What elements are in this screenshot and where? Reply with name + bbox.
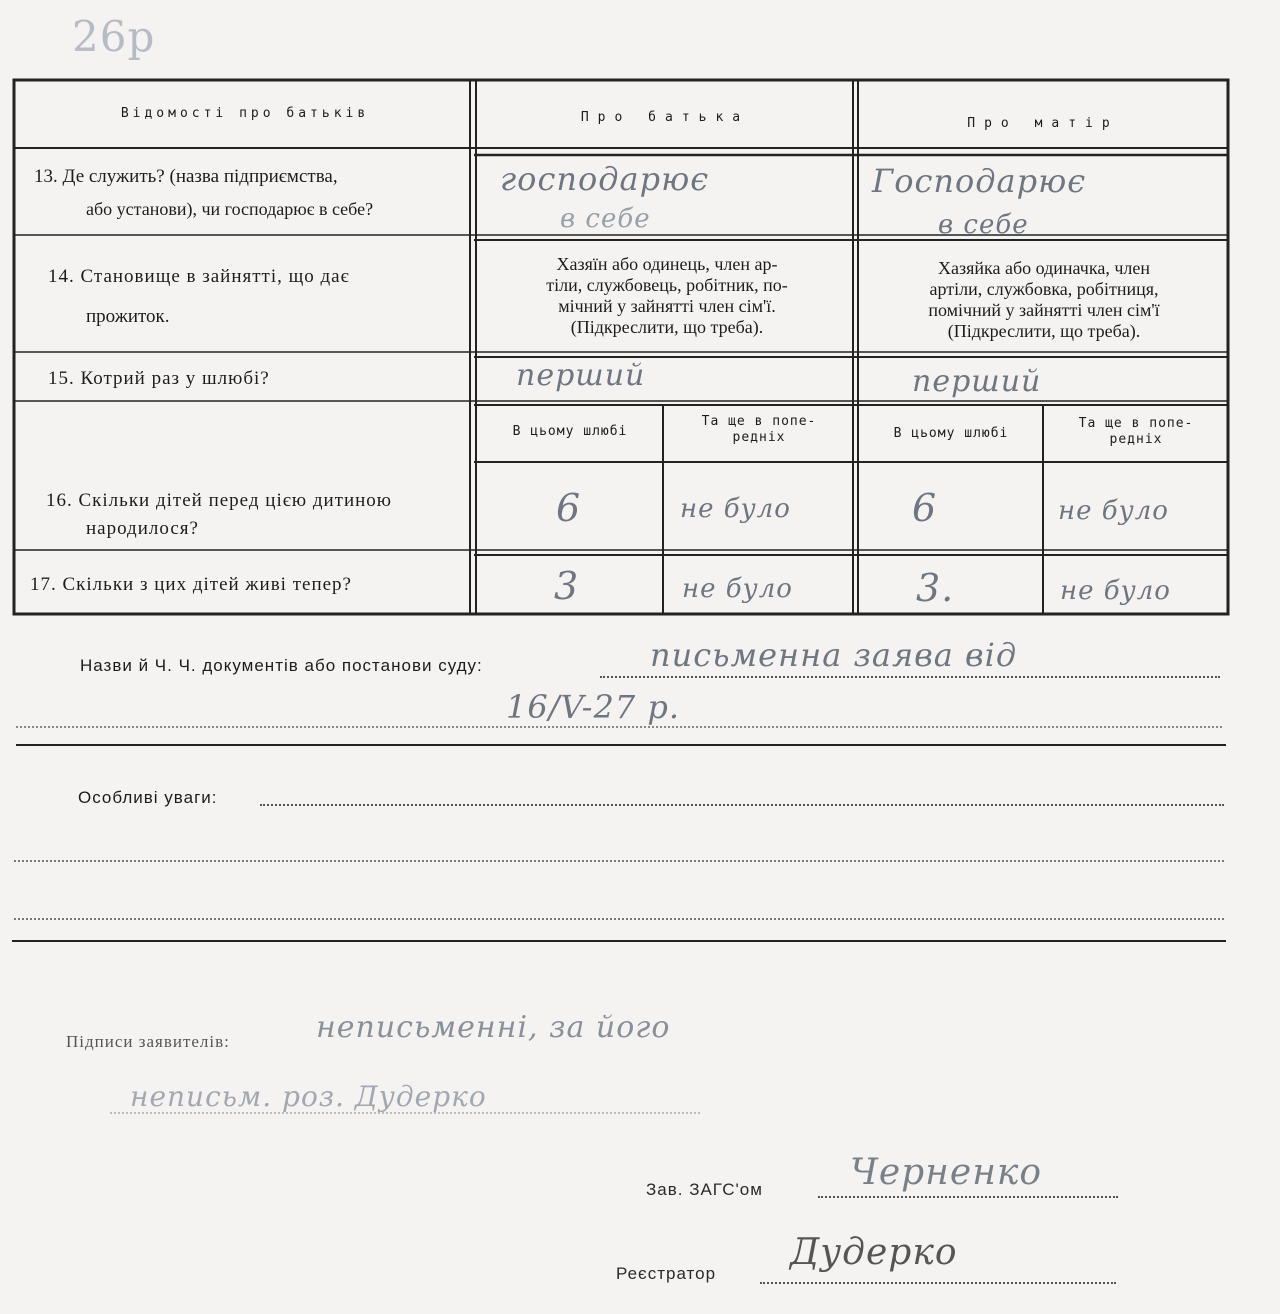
row14-father-options bbox=[486, 254, 848, 338]
applicants-label: Підписи заявителів: bbox=[66, 1032, 230, 1051]
corner-note: 26р bbox=[72, 12, 156, 61]
header-col-father: Про батька bbox=[580, 110, 750, 125]
row16-label-line2: народилося? bbox=[86, 518, 199, 539]
header-col-mother: Про матір bbox=[967, 116, 1119, 131]
remarks-rule bbox=[12, 940, 1226, 942]
applicants-hw-line2: неписьм. роз. Дудерко bbox=[130, 1080, 487, 1113]
row16-father-prev: не було bbox=[680, 494, 791, 524]
remarks-dotline-3 bbox=[14, 918, 1224, 920]
documents-dotline-2 bbox=[16, 726, 1222, 728]
row14-father-text2: тіли, службовець, робітник, по- bbox=[546, 275, 788, 295]
row17-father-prev: не було bbox=[682, 574, 793, 604]
row13-father-hw1: господарює bbox=[500, 160, 710, 198]
header-col-info: Відомості про батьків bbox=[120, 106, 370, 121]
sub-father-prev-1: Та ще в попе- bbox=[701, 414, 817, 429]
row16-mother-this: 6 bbox=[912, 486, 938, 530]
sub-father-this: В цьому шлюбі bbox=[512, 424, 628, 439]
row14-father-text3: мічний у зайнятті член сім'ї. bbox=[558, 296, 776, 316]
registrar-label: Реєстратор bbox=[616, 1264, 717, 1283]
row14-mother-text4: (Підкреслити, що треба). bbox=[947, 321, 1141, 341]
row13-mother-hw1: Господарює bbox=[872, 162, 1087, 200]
sub-father-prev bbox=[666, 414, 852, 446]
applicants-hw-line1: неписьменні, за його bbox=[316, 1010, 671, 1045]
documents-label: Назви й Ч. Ч. документів або постанови суду: bbox=[80, 656, 483, 675]
remarks-label: Особливі уваги: bbox=[78, 788, 218, 807]
registrar-dotline bbox=[760, 1282, 1116, 1284]
documents-hw-line2: 16/V-27 р. bbox=[506, 688, 681, 726]
remarks-dotline-2 bbox=[14, 860, 1224, 862]
sub-mother-prev bbox=[1046, 416, 1226, 448]
head-signature: Черненко bbox=[850, 1152, 1043, 1193]
sub-father-prev-2: редніх bbox=[732, 430, 786, 445]
sub-mother-prev-1: Та ще в попе- bbox=[1078, 416, 1194, 431]
applicants-dotline bbox=[110, 1112, 700, 1114]
row17-mother-this: 3. bbox=[916, 566, 955, 610]
row14-father-text4: (Підкреслити, що треба). bbox=[570, 317, 764, 337]
row14-father-text1: Хазяїн або одинець, член ар- bbox=[556, 254, 778, 274]
row15-father-hw: перший bbox=[516, 358, 646, 393]
documents-hw-line1: письменна заява від bbox=[650, 636, 1018, 674]
head-label: Зав. ЗАГС'ом bbox=[646, 1180, 763, 1199]
row14-mother-text1: Хазяйка або одиначка, член bbox=[938, 258, 1150, 278]
row16-label-line1: 16. Скільки дітей перед цією дитиною bbox=[46, 490, 392, 511]
row16-mother-prev: не було bbox=[1058, 496, 1169, 526]
row15-label: 15. Котрий раз у шлюбі? bbox=[48, 368, 270, 389]
row13-label-line1: 13. Де служить? (назва підприємства, bbox=[34, 166, 338, 187]
row13-label-line2: або установи), чи господарює в себе? bbox=[86, 199, 374, 219]
row15-mother-hw: перший bbox=[912, 364, 1042, 399]
row13-father-hw2: в себе bbox=[560, 204, 651, 234]
row14-label-line2: прожиток. bbox=[86, 306, 170, 327]
row17-label: 17. Скільки з цих дітей живі тепер? bbox=[30, 574, 352, 595]
row14-mother-text3: помічний у зайнятті член сім'ї bbox=[928, 300, 1160, 320]
row17-mother-prev: не було bbox=[1060, 576, 1171, 606]
registrar-signature: Дудерко bbox=[790, 1232, 958, 1273]
row13-mother-hw2: в себе bbox=[938, 210, 1029, 240]
row14-label-line1: 14. Становище в зайнятті, що дає bbox=[48, 266, 350, 287]
row14-mother-options bbox=[866, 258, 1222, 342]
sub-mother-this: В цьому шлюбі bbox=[893, 426, 1009, 441]
row14-mother-text2: артіли, службовка, робітниця, bbox=[929, 279, 1159, 299]
head-dotline bbox=[818, 1196, 1118, 1198]
sub-mother-prev-2: редніх bbox=[1109, 432, 1163, 447]
remarks-dotline-1 bbox=[260, 804, 1224, 806]
row17-father-this: 3 bbox=[554, 564, 580, 608]
documents-dotline-1 bbox=[600, 676, 1220, 678]
documents-rule bbox=[16, 744, 1226, 746]
row16-father-this: 6 bbox=[556, 486, 582, 530]
